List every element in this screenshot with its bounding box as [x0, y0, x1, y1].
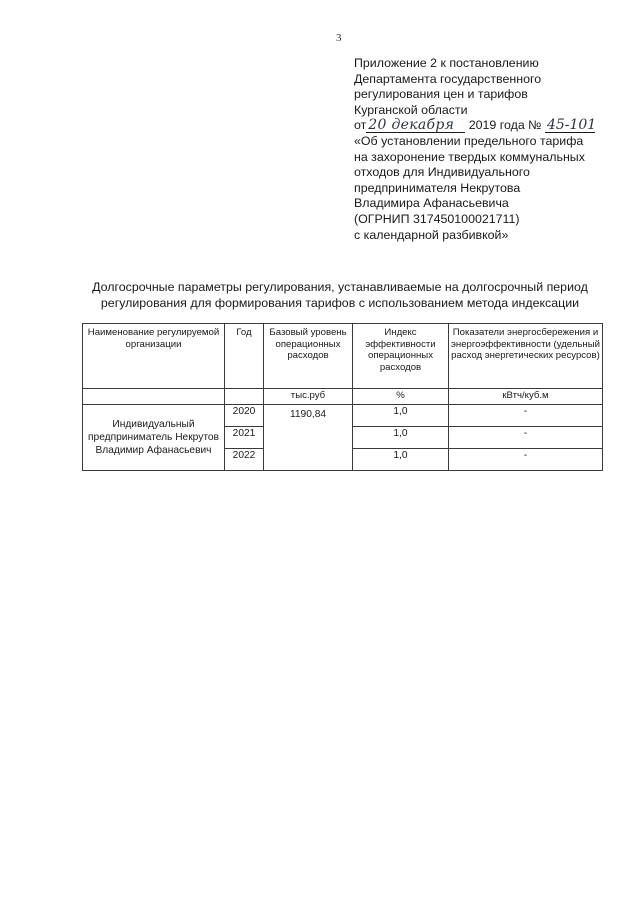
document-heading	[60, 280, 620, 311]
table-row	[83, 405, 603, 427]
annex-line: с календарной разбивкой»	[354, 227, 509, 242]
unit-org	[83, 389, 225, 405]
index-cell: 1,0	[353, 405, 449, 427]
annex-line: регулирования цен и тарифов	[354, 87, 528, 102]
annex-line: Курганской области	[354, 102, 468, 117]
header-year: Год	[225, 324, 264, 389]
unit-base: тыс.руб	[264, 389, 353, 405]
index-cell: 1,0	[353, 449, 449, 471]
annex-line: «Об установлении предельного тарифа	[354, 133, 584, 148]
heading-line: Долгосрочные параметры регулирования, устанавливаемые на долгосрочный период	[92, 280, 588, 294]
energy-cell: -	[449, 449, 603, 471]
annex-line: (ОГРНИП 317450100021711)	[354, 211, 520, 226]
unit-year	[225, 389, 264, 405]
table-header-row	[83, 324, 603, 389]
annex-line: Приложение 2 к постановлению	[354, 56, 539, 70]
date-suffix: 2019 года №	[468, 118, 542, 133]
page-number: 3	[336, 32, 342, 44]
header-base-level: Базовый уровень операционных расходов	[264, 324, 353, 389]
unit-energy: кВтч/куб.м	[449, 389, 603, 405]
handwritten-date: 20 декабря	[366, 119, 465, 133]
organization-name: Индивидуальный предприниматель Некрутов Владимир Афанасьевич	[83, 405, 225, 471]
annex-line: Департамента государственного	[354, 71, 542, 86]
annex-date-line	[354, 118, 614, 134]
year-cell: 2020	[225, 405, 264, 427]
regulation-parameters-table	[82, 323, 603, 471]
energy-cell: -	[449, 427, 603, 449]
base-level-value: 1190,84	[264, 405, 353, 471]
header-efficiency-index: Индекс эффективности операционных расходов	[353, 324, 449, 389]
annex-line: предпринимателя Некрутова	[354, 180, 521, 195]
year-cell: 2021	[225, 427, 264, 449]
annex-block	[354, 56, 614, 243]
annex-line: отходов для Индивидуального	[354, 165, 530, 180]
energy-cell: -	[449, 405, 603, 427]
heading-line: регулирования для формирования тарифов с использованием метода индексации	[100, 295, 580, 310]
handwritten-number: 45-101	[546, 117, 597, 134]
index-cell: 1,0	[353, 427, 449, 449]
year-cell: 2022	[225, 449, 264, 471]
unit-index: %	[353, 389, 449, 405]
annex-line: Владимира Афанасьевича	[354, 196, 509, 211]
table-units-row	[83, 389, 603, 405]
header-org: Наименование регулируемой организации	[83, 324, 225, 389]
annex-line: на захоронение твердых коммунальных	[354, 149, 585, 164]
date-prefix: от	[354, 118, 367, 133]
header-energy-indicators: Показатели энергосбережения и энергоэффективности (удельный расход энергетических ресурсов)	[449, 324, 603, 389]
